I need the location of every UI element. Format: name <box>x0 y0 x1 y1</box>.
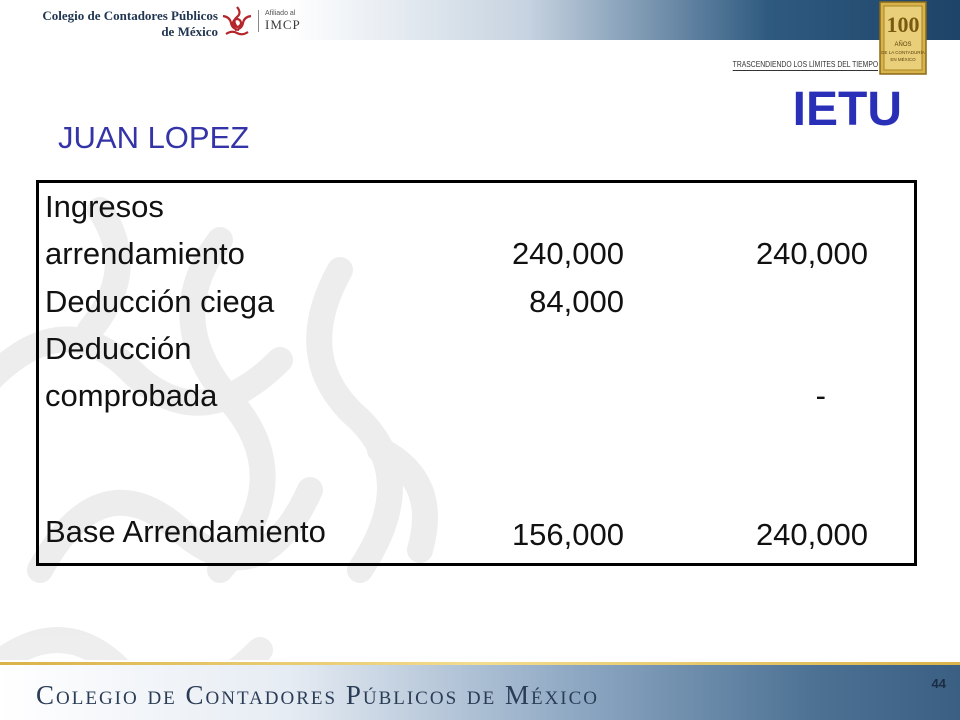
tagline: TRASCENDIENDO LOS LÍMITES DEL TIEMPO <box>732 60 878 69</box>
ingresos-col1: 240,000 <box>511 236 624 271</box>
anniversary-caption1: AÑOS <box>894 42 912 48</box>
org-name-line1: Colegio de Contadores Públicos <box>42 8 218 23</box>
org-logo-text <box>38 8 218 40</box>
row-label-comprobada: comprobada <box>45 378 218 413</box>
base-col2: 240,000 <box>755 517 868 552</box>
ietu-table <box>36 180 917 566</box>
ingresos-col2: 240,000 <box>755 236 868 271</box>
anniversary-number: 100 <box>886 12 920 37</box>
anniversary-caption3: EN MÉXICO <box>890 57 916 62</box>
anniversary-logo-icon <box>878 0 928 76</box>
person-name: JUAN LOPEZ <box>58 120 250 155</box>
anniversary-caption2: DE LA CONTADURÍA <box>881 50 925 55</box>
row-label-ingresos: Ingresos <box>45 189 164 224</box>
row-label-arrendamiento: arrendamiento <box>45 236 245 271</box>
affiliate-org: IMCP <box>265 17 301 32</box>
page-number: 44 <box>931 676 946 691</box>
base-col1: 156,000 <box>511 517 624 552</box>
row-label-deduccion: Deducción <box>45 331 192 366</box>
row-label-base-arrendamiento: Base Arrendamiento <box>45 514 326 549</box>
deduccion-comprobada-col2: - <box>815 378 826 413</box>
deduccion-ciega-col1: 84,000 <box>529 284 624 319</box>
affiliate-label: Afiliado al <box>265 10 296 17</box>
imcp-affiliation <box>258 10 301 32</box>
footer-org-name: Colegio de Contadores Públicos de México <box>36 680 600 710</box>
org-name-line2: de México <box>161 24 218 39</box>
row-label-deduccion-ciega: Deducción ciega <box>45 284 275 319</box>
slide-title: IETU <box>792 83 902 136</box>
org-seal-icon <box>218 4 256 42</box>
